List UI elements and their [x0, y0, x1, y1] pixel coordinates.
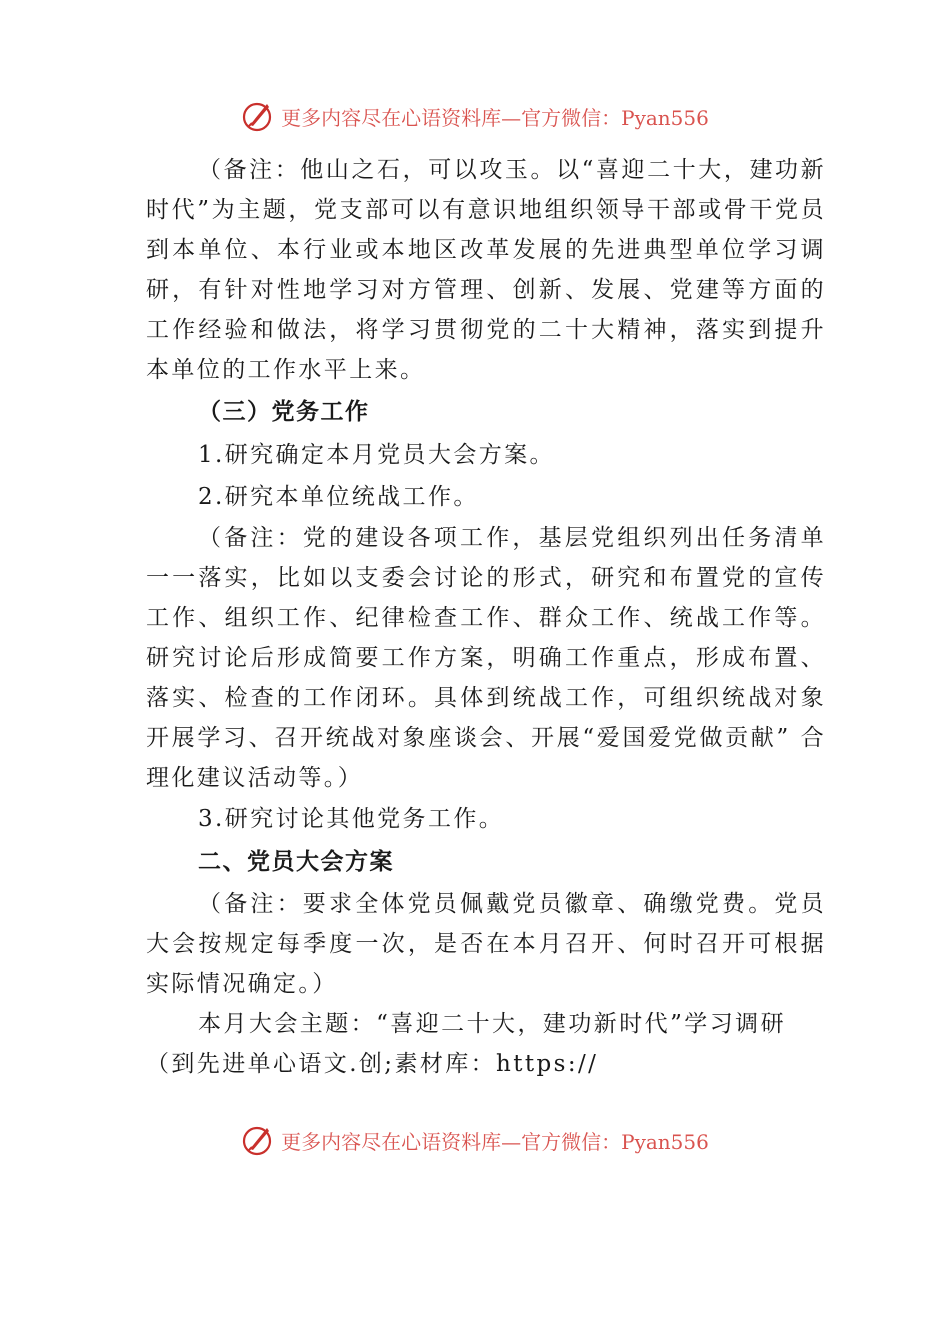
list-item-1: 1.研究确定本月党员大会方案。 — [198, 442, 555, 468]
note-paragraph-1: （备注：他山之石，可以攻玉。以“喜迎二十大，建功新时代”为主题，党支部可以有意识地组织领导干部或骨干党员到本单位、本行业或本地区改革发展的先进典型单位学习调研，有针对性地学习对方管理、创新、发展、党建等方面的工作经验和做法，将学习贯彻党的二十大精神，落实到提升本单位的工作水平上来。 — [146, 157, 826, 383]
meeting-theme-paragraph: 本月大会主题：“喜迎二十大，建功新时代”学习调研（到先进单心语文.创;素材库：https:// — [146, 1011, 786, 1077]
document-body — [146, 150, 826, 1084]
quill-logo-icon — [241, 1123, 275, 1157]
section-heading-party-affairs: （三）党务工作 — [198, 398, 370, 425]
header-banner — [0, 96, 950, 136]
list-item-2: 2.研究本单位统战工作。 — [198, 484, 479, 510]
list-item-3: 3.研究讨论其他党务工作。 — [198, 806, 505, 832]
quill-logo-icon — [241, 99, 275, 133]
banner-text: 更多内容尽在心语资料库—官方微信：Pyan556 — [281, 105, 709, 130]
banner-text: 更多内容尽在心语资料库—官方微信：Pyan556 — [281, 1129, 709, 1154]
footer-banner — [0, 1120, 950, 1160]
note-paragraph-2: （备注：党的建设各项工作，基层党组织列出任务清单一一落实，比如以支委会讨论的形式，研究和布置党的宣传工作、组织工作、纪律检查工作、群众工作、统战工作等。 研究讨论后形成简要工作方案，明确工作重点，形成布置、 落实、检查的工作闭环。具体到统战工作，可组织统战对象开展学习、召开统战对象座谈会、开展“爱国爱党做贡献” 合理化建议活动等。） — [146, 525, 826, 791]
section-heading-member-meeting: 二、党员大会方案 — [198, 848, 394, 875]
note-paragraph-3: （备注：要求全体党员佩戴党员徽章、确缴党费。党员大会按规定每季度一次，是否在本月召开、何时召开可根据实际情况确定。） — [146, 891, 826, 997]
